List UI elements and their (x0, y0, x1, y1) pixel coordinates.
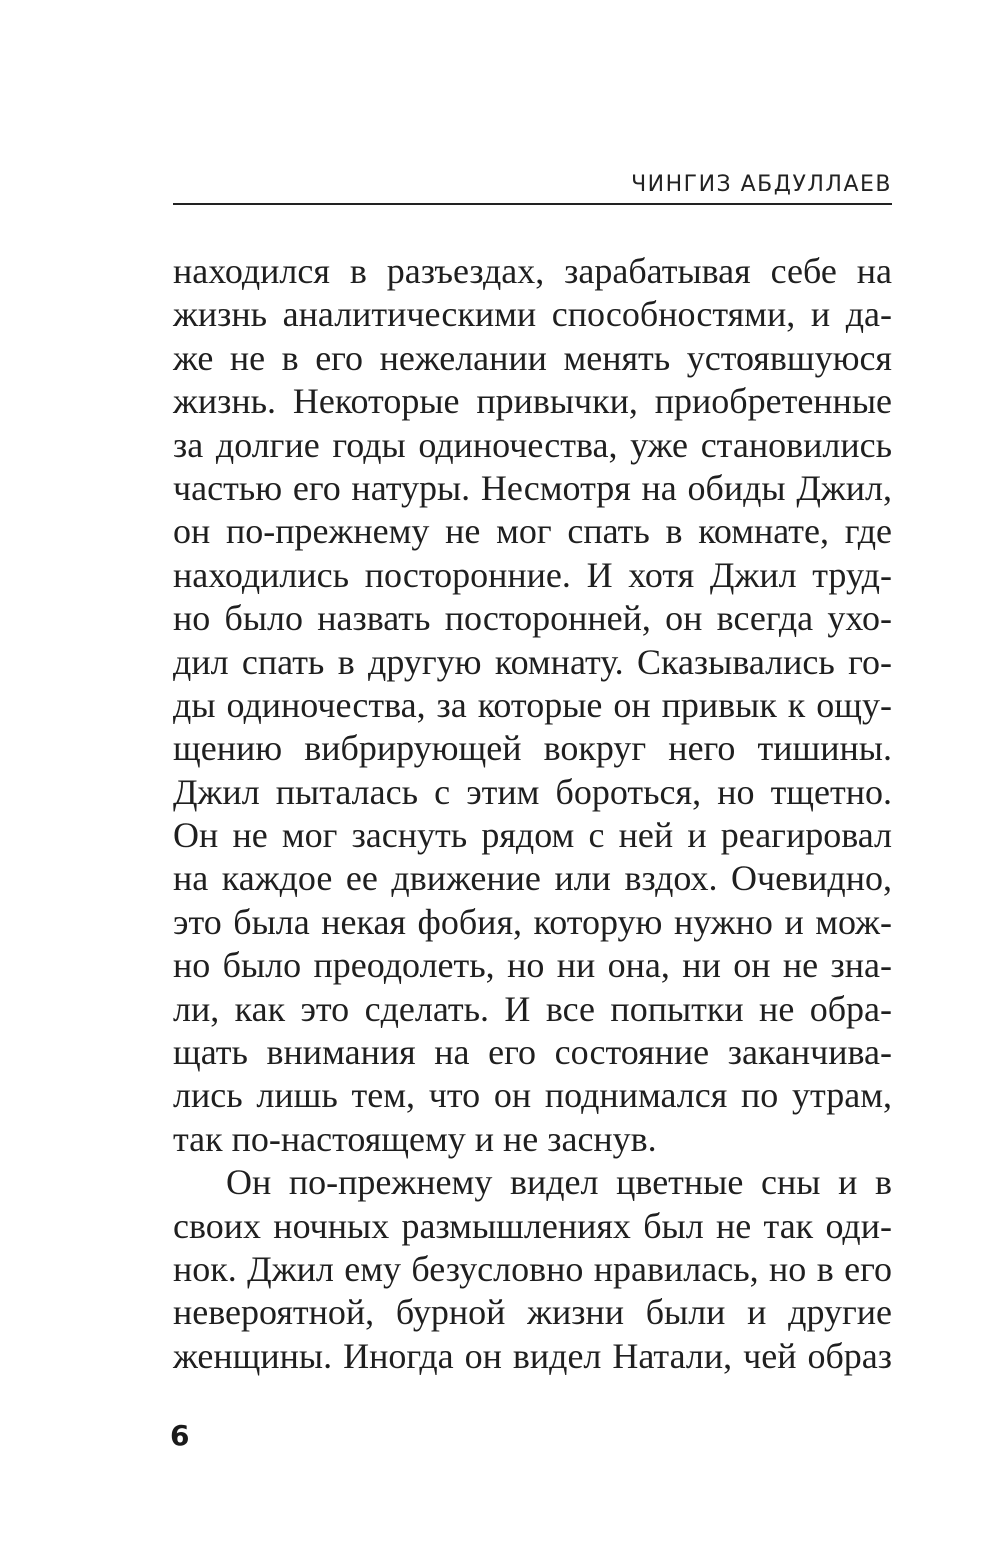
text-line: Джил пыталась с этим бороться, но тщетно. (173, 771, 892, 812)
text-line: находился в разъездах, зарабатывая себе на (173, 251, 892, 291)
text-line: жизнь аналитическими способностями, и да- (173, 294, 892, 335)
text-line: частью его натуры. Несмотря на обиды Джил, (173, 467, 892, 508)
text-line: Он не мог заснуть рядом с ней и реагировал (173, 815, 892, 856)
text-line: на каждое ее движение или вздох. Очевидно, (173, 858, 892, 899)
text-line: же не в его нежелании менять устоявшуюся (173, 337, 892, 378)
text-line: ли, как это сделать. И все попытки не обра- (173, 988, 892, 1029)
text-line: но было назвать посторонней, он всегда ухо- (173, 598, 892, 639)
text-line: за долгие годы одиночества, уже становились (173, 424, 892, 465)
paragraph-1 (173, 250, 892, 1161)
text-line: своих ночных размышлениях был не так оди- (173, 1205, 892, 1246)
text-line: это была некая фобия, которую нужно и мож- (173, 901, 892, 942)
page-number: 6 (170, 1419, 190, 1452)
text-line: женщины. Иногда он видел Натали, чей образ (173, 1335, 892, 1376)
header-rule (173, 203, 892, 205)
text-line: жизнь. Некоторые привычки, приобретенные (173, 381, 892, 422)
text-line: ды одиночества, за которые он привык к ощу- (173, 684, 892, 725)
text-line: щать внимания на его состояние заканчива- (173, 1032, 892, 1073)
running-head-author: ЧИНГИЗ АБДУЛЛАЕВ (631, 172, 892, 197)
paragraph-2 (173, 1161, 892, 1378)
text-line: невероятной, бурной жизни были и другие (173, 1292, 892, 1333)
text-line: но было преодолеть, но ни она, ни он не зна- (173, 945, 892, 986)
text-line: дил спать в другую комнату. Сказывались го- (173, 641, 892, 682)
text-line: нок. Джил ему безусловно нравилась, но в его (173, 1248, 892, 1289)
text-line: находились посторонние. И хотя Джил труд- (173, 554, 892, 595)
text-line: лись лишь тем, что он поднимался по утрам, (173, 1075, 892, 1116)
text-line: щению вибрирующей вокруг него тишины. (173, 728, 892, 769)
text-line: он по-прежнему не мог спать в комнате, где (173, 511, 892, 552)
text-line: так по-настоящему и не заснув. (173, 1118, 657, 1159)
body-text (173, 250, 892, 1378)
text-line: Он по-прежнему видел цветные сны и в (226, 1162, 892, 1203)
